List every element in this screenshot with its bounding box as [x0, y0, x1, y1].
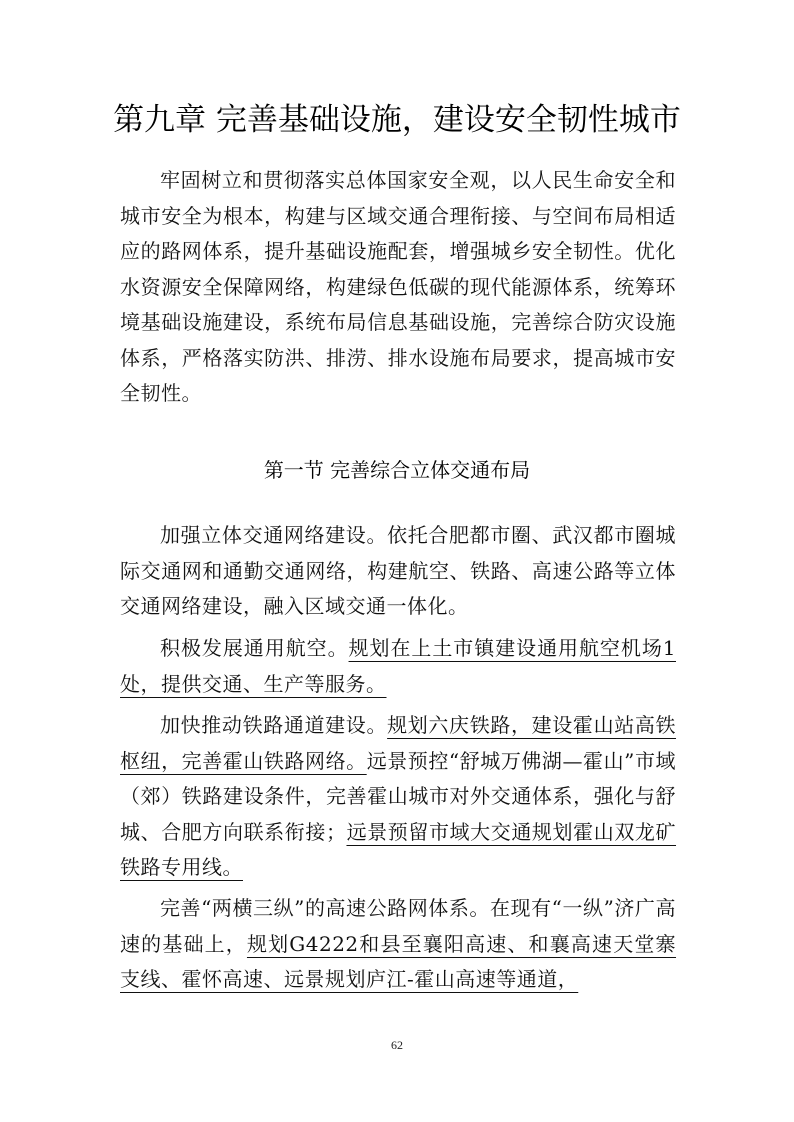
section-title: 第一节 完善综合立体交通布局 — [263, 458, 531, 482]
paragraph-general-aviation — [120, 631, 676, 702]
underlined-text: 规划在上土市镇建设通用航空机场1处，提供交通、生产等服务。 — [120, 636, 676, 696]
paragraph-transport-network: 加强立体交通网络建设。依托合肥都市圈、武汉都市圈城际交通网和通勤交通网络，构建航空、铁路、高速公路等立体交通网络建设，融入区域交通一体化。 — [120, 523, 676, 618]
paragraph-railway — [120, 708, 676, 886]
paragraph-highway — [120, 891, 676, 998]
paragraph-lead: 积极发展通用航空。 — [160, 636, 349, 660]
underlined-text: 远景预留市域大交通规划霍山双龙矿铁路专用线。 — [120, 819, 677, 879]
paragraph-lead: 完善“两横三纵”的高速公路网体系。在现有“一纵”济广高速的基础上， — [120, 896, 676, 956]
paragraph-body: 远景预控“舒城万佛湖—霍山”市域（郊）铁路建设条件，完善霍山城市对外交通体系，强化与舒城、合肥方向联系衔接； — [120, 748, 676, 844]
page-number: 62 — [391, 1038, 403, 1052]
chapter-title: 第九章 完善基础设施，建设安全韧性城市 — [113, 102, 681, 138]
paragraph-lead: 加快推动铁路通道建设。 — [160, 713, 388, 737]
intro-paragraph: 牢固树立和贯彻落实总体国家安全观，以人民生命安全和城市安全为根本，构建与区域交通合理衔接、与空间布局相适应的路网体系，提升基础设施配套，增强城乡安全韧性。优化水资源安全保障网络，构建绿色低碳的现代能源体系，统筹环境基础设施建设，系统布局信息基础设施，完善综合防灾设施体系，严格落实防洪、排涝、排水设施布局要求，提高城市安全韧性。 — [120, 168, 676, 405]
underlined-text: 规划G4222和县至襄阳高速、和襄高速天堂寨支线、霍怀高速、远景规划庐江-霍山高速等通道， — [120, 931, 677, 991]
underlined-text: 规划六庆铁路，建设霍山站高铁枢纽，完善霍山铁路网络。 — [120, 713, 677, 773]
